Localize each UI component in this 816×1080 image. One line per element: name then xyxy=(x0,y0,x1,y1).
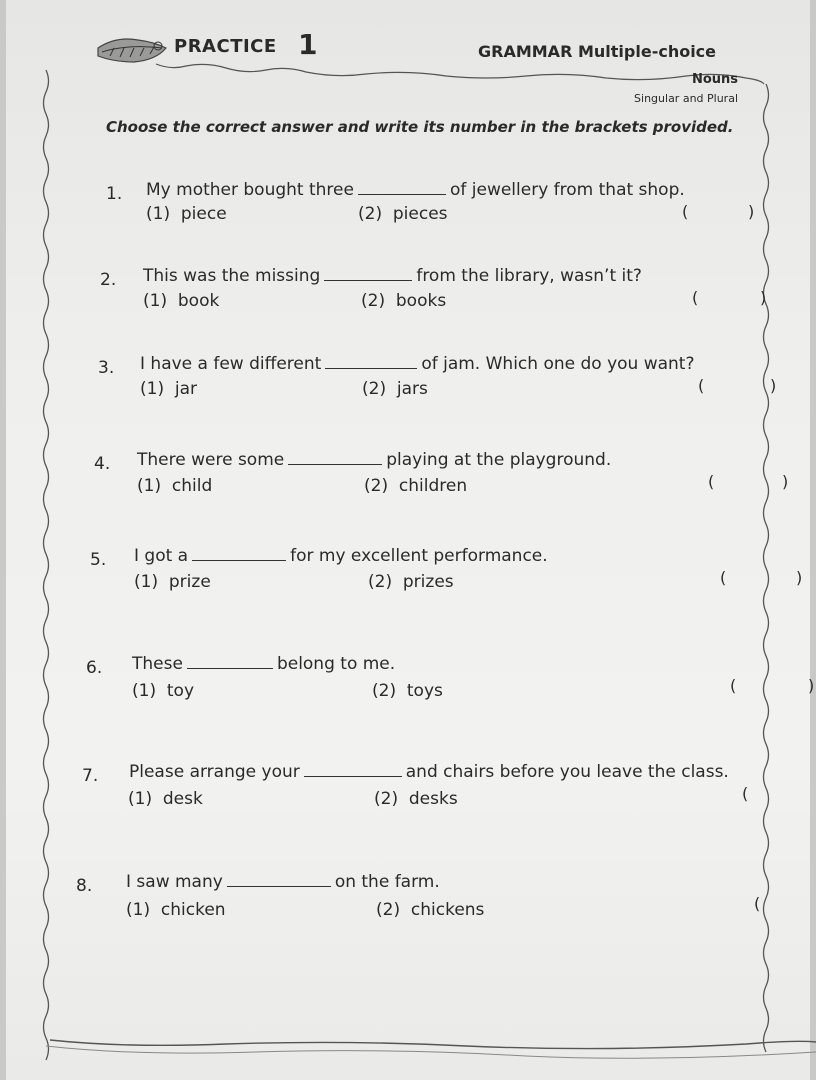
subtopic-label: Singular and Plural xyxy=(634,92,738,105)
answer-bracket-close: ) xyxy=(808,676,815,695)
option-1: (1) prize xyxy=(134,572,211,592)
answer-blank[interactable] xyxy=(288,463,382,465)
sentence-after-blank: for my excellent performance. xyxy=(290,546,548,566)
question-number: 3. xyxy=(98,358,115,378)
answer-blank[interactable] xyxy=(187,667,273,669)
question-sentence xyxy=(137,450,611,470)
practice-number: 1 xyxy=(298,28,318,61)
question-number: 7. xyxy=(82,766,99,786)
option-1: (1) jar xyxy=(140,379,198,399)
question-sentence xyxy=(143,266,642,286)
practice-logo-icon xyxy=(98,39,166,62)
answer-bracket-close: ) xyxy=(796,568,803,587)
instructions: Choose the correct answer and write its number in the brackets provided. xyxy=(106,118,734,136)
answer-blank[interactable] xyxy=(304,775,402,777)
option-2: (2) prizes xyxy=(368,572,454,592)
question-sentence xyxy=(132,654,395,674)
option-1: (1) desk xyxy=(128,789,203,809)
sentence-after-blank: playing at the playground. xyxy=(386,450,612,470)
answer-bracket-close: ) xyxy=(770,376,777,395)
answer-bracket-open[interactable]: ( xyxy=(692,288,699,307)
option-1: (1) book xyxy=(143,290,220,311)
sentence-before-blank: I saw many xyxy=(126,872,223,892)
question-sentence xyxy=(146,180,685,200)
sentence-before-blank: This was the missing xyxy=(143,266,321,286)
answer-bracket-open[interactable]: ( xyxy=(682,202,689,221)
question-sentence xyxy=(126,872,440,892)
answer-bracket-close: ) xyxy=(782,472,789,491)
answer-bracket-open[interactable]: ( xyxy=(754,894,761,913)
option-1: (1) piece xyxy=(146,204,227,224)
option-2: (2) pieces xyxy=(358,204,448,224)
sentence-before-blank: Please arrange your xyxy=(129,762,300,782)
answer-blank[interactable] xyxy=(358,193,446,195)
title-multiple-choice: Multiple-choice xyxy=(577,42,717,61)
question-number: 2. xyxy=(100,270,117,290)
option-1: (1) child xyxy=(137,475,213,496)
option-2: (2) desks xyxy=(374,789,458,809)
option-2: (2) toys xyxy=(372,680,443,701)
sentence-before-blank: These xyxy=(132,654,183,674)
question-number: 1. xyxy=(106,184,123,204)
sentence-after-blank: on the farm. xyxy=(334,872,440,892)
question-number: 4. xyxy=(94,454,111,474)
sentence-before-blank: I got a xyxy=(134,546,189,566)
sentence-after-blank: belong to me. xyxy=(276,654,396,674)
option-2: (2) chickens xyxy=(376,899,485,920)
worksheet-title xyxy=(478,42,716,61)
question-number: 5. xyxy=(90,550,107,570)
answer-bracket-close: ) xyxy=(748,202,755,221)
question-number: 6. xyxy=(86,658,103,678)
option-2: (2) jars xyxy=(362,379,428,399)
option-2: (2) books xyxy=(361,290,447,311)
question-number: 8. xyxy=(76,876,93,896)
topic-label: Nouns xyxy=(691,72,738,87)
option-1: (1) chicken xyxy=(126,899,226,920)
sentence-after-blank: and chairs before you leave the class. xyxy=(405,762,729,782)
question-sentence xyxy=(134,546,548,566)
answer-blank[interactable] xyxy=(324,279,412,281)
sentence-after-blank: from the library, wasn’t it? xyxy=(416,266,642,286)
practice-label: PRACTICE xyxy=(174,36,277,57)
worksheet-page xyxy=(6,0,815,1080)
answer-blank[interactable] xyxy=(325,367,417,369)
question-sentence xyxy=(129,762,729,782)
answer-bracket-open[interactable]: ( xyxy=(698,376,705,395)
sentence-after-blank: of jam. Which one do you want? xyxy=(421,354,695,374)
answer-bracket-open[interactable]: ( xyxy=(730,676,737,695)
answer-blank[interactable] xyxy=(227,885,331,887)
answer-bracket-open[interactable]: ( xyxy=(720,568,727,587)
answer-bracket-close: ) xyxy=(760,288,767,307)
option-1: (1) toy xyxy=(132,680,195,701)
question-sentence xyxy=(140,354,695,374)
answer-bracket-open[interactable]: ( xyxy=(708,472,715,491)
sentence-after-blank: of jewellery from that shop. xyxy=(449,180,685,200)
sentence-before-blank: There were some xyxy=(137,450,285,470)
answer-bracket-open[interactable]: ( xyxy=(742,784,749,803)
sentence-before-blank: My mother bought three xyxy=(146,180,354,200)
option-2: (2) children xyxy=(364,475,468,496)
title-grammar: GRAMMAR xyxy=(478,42,573,61)
answer-blank[interactable] xyxy=(192,559,286,561)
sentence-before-blank: I have a few different xyxy=(140,354,322,374)
